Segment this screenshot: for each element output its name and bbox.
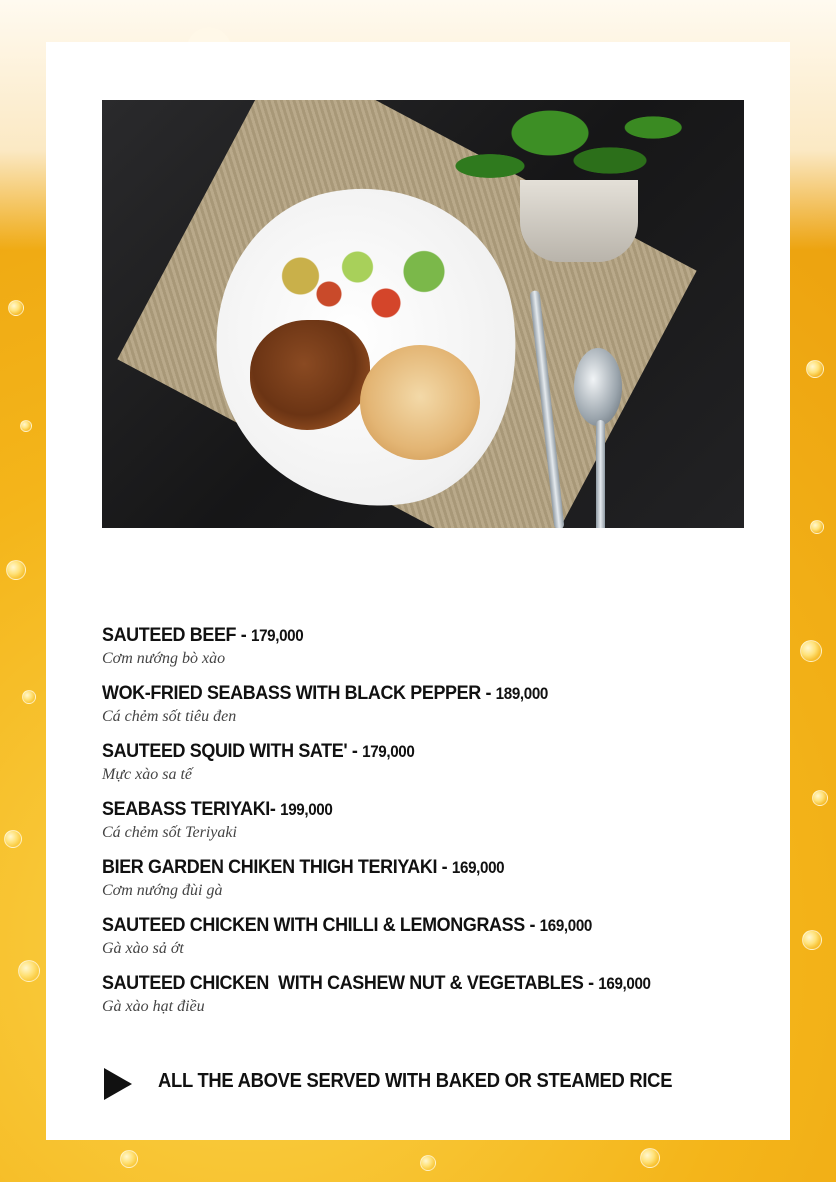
- bubble-decoration: [812, 790, 828, 806]
- note-text: ALL THE ABOVE SERVED WITH BAKED OR STEAMED RICE: [158, 1070, 673, 1092]
- bubble-decoration: [806, 360, 824, 378]
- item-price: 199,000: [280, 801, 333, 819]
- spoon-handle: [596, 420, 605, 528]
- menu-item: [102, 796, 762, 843]
- bubble-decoration: [420, 1155, 436, 1171]
- bubble-decoration: [22, 690, 36, 704]
- rice-cake: [360, 345, 480, 460]
- bubble-decoration: [4, 830, 22, 848]
- bubble-decoration: [18, 960, 40, 982]
- menu-item: WOK-FRIED SEABASS WITH BLACK PEPPER - 189,000 Cá chẻm sốt tiêu đen: [102, 680, 762, 727]
- item-vietnamese: Cơm nướng đùi gà: [102, 882, 223, 899]
- menu-card: [46, 42, 790, 1140]
- bubble-decoration: [640, 1148, 660, 1168]
- menu-item: SAUTEED CHICKEN WITH CHILLI & LEMONGRASS - 169,000 Gà xào sả ớt: [102, 912, 762, 959]
- play-triangle-icon: [104, 1068, 132, 1100]
- item-name: SAUTEED SQUID WITH SATE': [102, 740, 348, 762]
- item-name: SAUTEED BEEF: [102, 624, 237, 646]
- item-name: BIER GARDEN CHIKEN THIGH TERIYAKI: [102, 856, 438, 878]
- item-price: 169,000: [539, 917, 592, 935]
- menu-item: SAUTEED BEEF - 179,000 Cơm nướng bò xào: [102, 622, 762, 669]
- item-name: SAUTEED CHICKEN WITH CASHEW NUT & VEGETABLES: [102, 972, 584, 994]
- item-name: SAUTEED CHICKEN WITH CHILLI & LEMONGRASS: [102, 914, 525, 936]
- item-vietnamese: Mực xào sa tế: [102, 766, 193, 783]
- bubble-decoration: [6, 560, 26, 580]
- bubble-decoration: [800, 640, 822, 662]
- served-with-note: [102, 1066, 762, 1106]
- bubble-decoration: [810, 520, 824, 534]
- bubble-decoration: [120, 1150, 138, 1168]
- spoon-icon: [574, 348, 622, 426]
- item-name: SEABASS TERIYAKI-: [102, 798, 276, 820]
- vegetables: [272, 240, 462, 330]
- bubble-decoration: [20, 420, 32, 432]
- bubble-decoration: [8, 300, 24, 316]
- item-vietnamese: Gà xào sả ớt: [102, 940, 184, 957]
- item-vietnamese: Cơm nướng bò xào: [102, 650, 226, 667]
- item-vietnamese: Cá chẻm sốt Teriyaki: [102, 824, 237, 841]
- item-vietnamese: Gà xào hạt điều: [102, 998, 205, 1015]
- item-price: 189,000: [495, 685, 548, 703]
- item-vietnamese: Cá chẻm sốt tiêu đen: [102, 708, 237, 725]
- menu-list: [102, 622, 762, 1028]
- menu-item: BIER GARDEN CHIKEN THIGH TERIYAKI - 169,000 Cơm nướng đùi gà: [102, 854, 762, 901]
- item-price: 179,000: [250, 627, 304, 645]
- bubble-decoration: [802, 930, 822, 950]
- item-price: 179,000: [362, 743, 415, 761]
- menu-item: SAUTEED CHICKEN WITH CASHEW NUT & VEGETABLES - 169,000 Gà xào hạt điều: [102, 970, 762, 1017]
- food-photo: [102, 100, 744, 528]
- item-name: WOK-FRIED SEABASS WITH BLACK PEPPER: [102, 682, 481, 704]
- item-price: 169,000: [451, 859, 505, 877]
- item-price: 169,000: [598, 975, 651, 993]
- menu-item: SAUTEED SQUID WITH SATE' - 179,000 Mực xào sa tế: [102, 738, 762, 785]
- plant-pot: [520, 180, 638, 262]
